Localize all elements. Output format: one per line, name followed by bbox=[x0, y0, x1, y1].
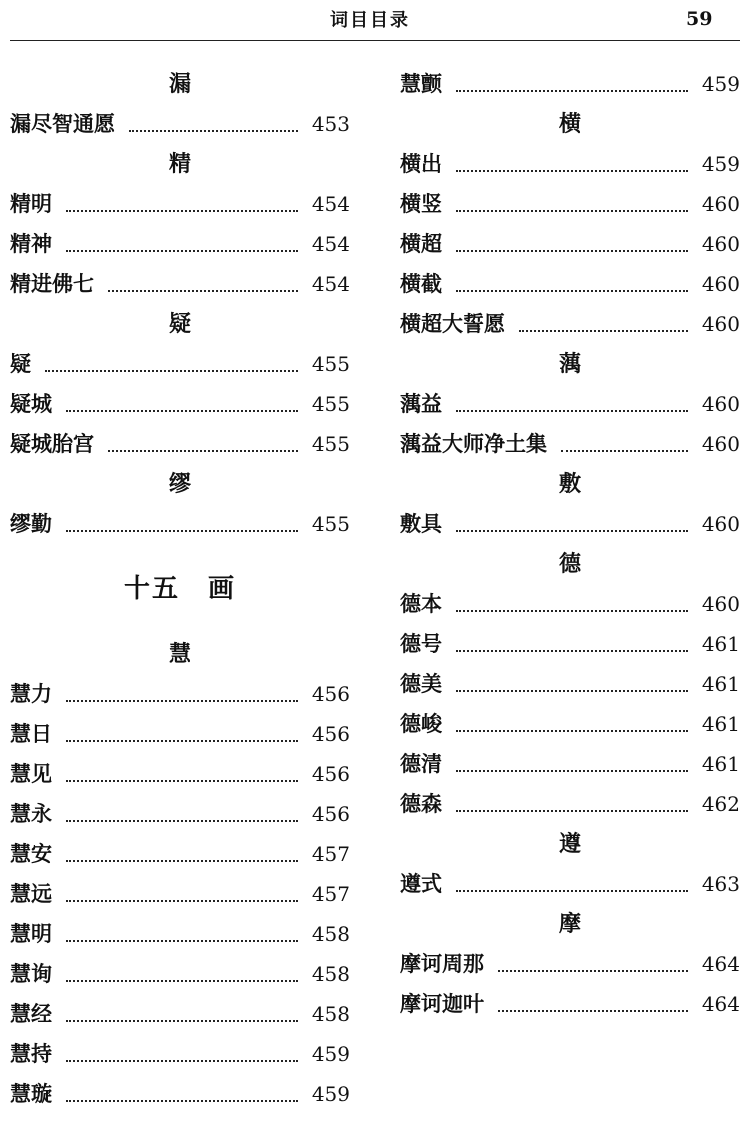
index-entry bbox=[10, 674, 350, 714]
index-entry bbox=[10, 504, 350, 544]
dot-leader bbox=[66, 210, 298, 212]
index-head-character: 横 bbox=[558, 111, 581, 137]
dot-leader bbox=[66, 250, 298, 252]
entry-term: 蕅益 bbox=[400, 391, 442, 416]
dot-leader bbox=[456, 410, 688, 412]
entry-term: 横截 bbox=[400, 271, 442, 296]
entry-page-number: 455 bbox=[311, 352, 350, 376]
index-column-right bbox=[400, 64, 740, 1024]
index-entry bbox=[10, 1074, 350, 1114]
entry-term: 慧璇 bbox=[10, 1081, 52, 1106]
index-entry bbox=[10, 344, 350, 384]
dot-leader bbox=[66, 1060, 298, 1062]
index-entry bbox=[10, 794, 350, 834]
entry-term: 敷具 bbox=[400, 511, 442, 536]
entry-page-number: 460 bbox=[701, 232, 740, 256]
stroke-count-heading: 十五 画 bbox=[123, 574, 236, 604]
entry-term: 德本 bbox=[400, 591, 442, 616]
entry-term: 慧经 bbox=[10, 1001, 52, 1026]
entry-term: 横超 bbox=[400, 231, 442, 256]
entry-term: 慧见 bbox=[10, 761, 52, 786]
dot-leader bbox=[456, 170, 688, 172]
index-head-character: 德 bbox=[558, 551, 581, 577]
index-entry bbox=[10, 224, 350, 264]
dot-leader bbox=[66, 860, 298, 862]
header-rule bbox=[10, 40, 740, 41]
entry-page-number: 456 bbox=[311, 762, 350, 786]
entry-page-number: 461 bbox=[701, 752, 740, 776]
index-entry bbox=[400, 984, 740, 1024]
index-head-character: 精 bbox=[168, 151, 191, 177]
index-entry bbox=[400, 744, 740, 784]
index-head-character: 缪 bbox=[168, 471, 191, 497]
dot-leader bbox=[456, 890, 688, 892]
entry-page-number: 456 bbox=[311, 682, 350, 706]
entry-page-number: 458 bbox=[311, 1002, 350, 1026]
index-entry bbox=[400, 64, 740, 104]
entry-page-number: 460 bbox=[701, 312, 740, 336]
index-entry bbox=[400, 144, 740, 184]
page-number: 59 bbox=[686, 8, 713, 30]
entry-page-number: 459 bbox=[311, 1042, 350, 1066]
dot-leader bbox=[456, 650, 688, 652]
entry-term: 蕅益大师净土集 bbox=[400, 431, 547, 456]
entry-page-number: 460 bbox=[701, 192, 740, 216]
index-entry bbox=[400, 944, 740, 984]
dot-leader bbox=[519, 330, 688, 332]
entry-term: 德峻 bbox=[400, 711, 442, 736]
dot-leader bbox=[108, 450, 298, 452]
entry-term: 横出 bbox=[400, 151, 442, 176]
entry-page-number: 464 bbox=[701, 952, 740, 976]
entry-term: 德清 bbox=[400, 751, 442, 776]
entry-term: 慧力 bbox=[10, 681, 52, 706]
entry-page-number: 460 bbox=[701, 392, 740, 416]
dot-leader bbox=[66, 900, 298, 902]
entry-page-number: 454 bbox=[311, 272, 350, 296]
entry-term: 慧持 bbox=[10, 1041, 52, 1066]
entry-page-number: 458 bbox=[311, 962, 350, 986]
index-entry bbox=[10, 994, 350, 1034]
entry-page-number: 460 bbox=[701, 272, 740, 296]
index-entry bbox=[400, 504, 740, 544]
entry-term: 摩诃迦叶 bbox=[400, 991, 484, 1016]
entry-page-number: 454 bbox=[311, 232, 350, 256]
entry-term: 缪勤 bbox=[10, 511, 52, 536]
index-entry bbox=[400, 704, 740, 744]
index-entry bbox=[10, 874, 350, 914]
index-entry bbox=[10, 184, 350, 224]
dot-leader bbox=[456, 290, 688, 292]
entry-page-number: 461 bbox=[701, 712, 740, 736]
dot-leader bbox=[66, 740, 298, 742]
entry-term: 摩诃周那 bbox=[400, 951, 484, 976]
entry-term: 横竖 bbox=[400, 191, 442, 216]
index-entry bbox=[400, 584, 740, 624]
dot-leader bbox=[66, 980, 298, 982]
entry-page-number: 460 bbox=[701, 512, 740, 536]
index-entry bbox=[10, 1034, 350, 1074]
dot-leader bbox=[456, 530, 688, 532]
index-entry bbox=[400, 784, 740, 824]
index-head-character: 疑 bbox=[168, 311, 191, 337]
entry-term: 慧远 bbox=[10, 881, 52, 906]
entry-term: 疑城胎宫 bbox=[10, 431, 94, 456]
index-entry bbox=[400, 184, 740, 224]
dot-leader bbox=[66, 410, 298, 412]
entry-page-number: 461 bbox=[701, 632, 740, 656]
page-header bbox=[0, 0, 750, 44]
index-head-character: 漏 bbox=[168, 71, 191, 97]
entry-term: 慧询 bbox=[10, 961, 52, 986]
dot-leader bbox=[108, 290, 298, 292]
index-entry bbox=[400, 264, 740, 304]
index-entry bbox=[10, 384, 350, 424]
dot-leader bbox=[66, 530, 298, 532]
index-entry bbox=[400, 864, 740, 904]
dot-leader bbox=[561, 450, 688, 452]
dot-leader bbox=[66, 820, 298, 822]
entry-term: 德森 bbox=[400, 791, 442, 816]
dot-leader bbox=[456, 810, 688, 812]
entry-page-number: 459 bbox=[701, 72, 740, 96]
entry-term: 精进佛七 bbox=[10, 271, 94, 296]
index-entry bbox=[400, 664, 740, 704]
index-entry bbox=[10, 954, 350, 994]
index-entry bbox=[10, 714, 350, 754]
index-entry bbox=[10, 754, 350, 794]
entry-page-number: 455 bbox=[311, 432, 350, 456]
index-head-character: 敷 bbox=[558, 471, 581, 497]
entry-page-number: 461 bbox=[701, 672, 740, 696]
dot-leader bbox=[498, 970, 688, 972]
dot-leader bbox=[456, 770, 688, 772]
index-head-character: 摩 bbox=[558, 911, 581, 937]
entry-page-number: 464 bbox=[701, 992, 740, 1016]
dot-leader bbox=[66, 700, 298, 702]
index-entry bbox=[10, 264, 350, 304]
dot-leader bbox=[456, 610, 688, 612]
entry-term: 精神 bbox=[10, 231, 52, 256]
entry-term: 慧颤 bbox=[400, 71, 442, 96]
index-head-character: 慧 bbox=[168, 641, 191, 667]
dot-leader bbox=[129, 130, 298, 132]
entry-page-number: 456 bbox=[311, 802, 350, 826]
index-entry bbox=[10, 914, 350, 954]
dot-leader bbox=[66, 1100, 298, 1102]
entry-page-number: 454 bbox=[311, 192, 350, 216]
entry-page-number: 460 bbox=[701, 592, 740, 616]
dot-leader bbox=[45, 370, 298, 372]
entry-term: 慧日 bbox=[10, 721, 52, 746]
dot-leader bbox=[456, 210, 688, 212]
index-entry bbox=[400, 224, 740, 264]
entry-page-number: 462 bbox=[701, 792, 740, 816]
entry-page-number: 457 bbox=[311, 842, 350, 866]
dot-leader bbox=[66, 1020, 298, 1022]
index-head-character: 蕅 bbox=[558, 351, 581, 377]
dot-leader bbox=[456, 90, 688, 92]
index-entry bbox=[10, 424, 350, 464]
entry-page-number: 458 bbox=[311, 922, 350, 946]
index-column-left bbox=[10, 64, 350, 1114]
entry-page-number: 459 bbox=[311, 1082, 350, 1106]
entry-term: 慧明 bbox=[10, 921, 52, 946]
dot-leader bbox=[456, 730, 688, 732]
entry-term: 横超大誓愿 bbox=[400, 311, 505, 336]
entry-term: 精明 bbox=[10, 191, 52, 216]
entry-term: 慧永 bbox=[10, 801, 52, 826]
entry-term: 疑城 bbox=[10, 391, 52, 416]
dot-leader bbox=[66, 940, 298, 942]
entry-term: 慧安 bbox=[10, 841, 52, 866]
entry-term: 疑 bbox=[10, 351, 31, 376]
entry-term: 漏尽智通愿 bbox=[10, 111, 115, 136]
index-entry bbox=[400, 424, 740, 464]
entry-term: 德号 bbox=[400, 631, 442, 656]
dot-leader bbox=[498, 1010, 688, 1012]
entry-page-number: 457 bbox=[311, 882, 350, 906]
entry-page-number: 456 bbox=[311, 722, 350, 746]
dot-leader bbox=[456, 250, 688, 252]
index-entry bbox=[400, 624, 740, 664]
entry-term: 德美 bbox=[400, 671, 442, 696]
index-head-character: 遵 bbox=[558, 831, 581, 857]
entry-term: 遵式 bbox=[400, 871, 442, 896]
running-title: 词目目录 bbox=[330, 10, 410, 31]
dot-leader bbox=[66, 780, 298, 782]
entry-page-number: 453 bbox=[311, 112, 350, 136]
index-entry bbox=[10, 104, 350, 144]
dot-leader bbox=[456, 690, 688, 692]
entry-page-number: 459 bbox=[701, 152, 740, 176]
entry-page-number: 460 bbox=[701, 432, 740, 456]
entry-page-number: 455 bbox=[311, 512, 350, 536]
index-entry bbox=[400, 304, 740, 344]
index-entry bbox=[400, 384, 740, 424]
entry-page-number: 455 bbox=[311, 392, 350, 416]
entry-page-number: 463 bbox=[701, 872, 740, 896]
index-entry bbox=[10, 834, 350, 874]
